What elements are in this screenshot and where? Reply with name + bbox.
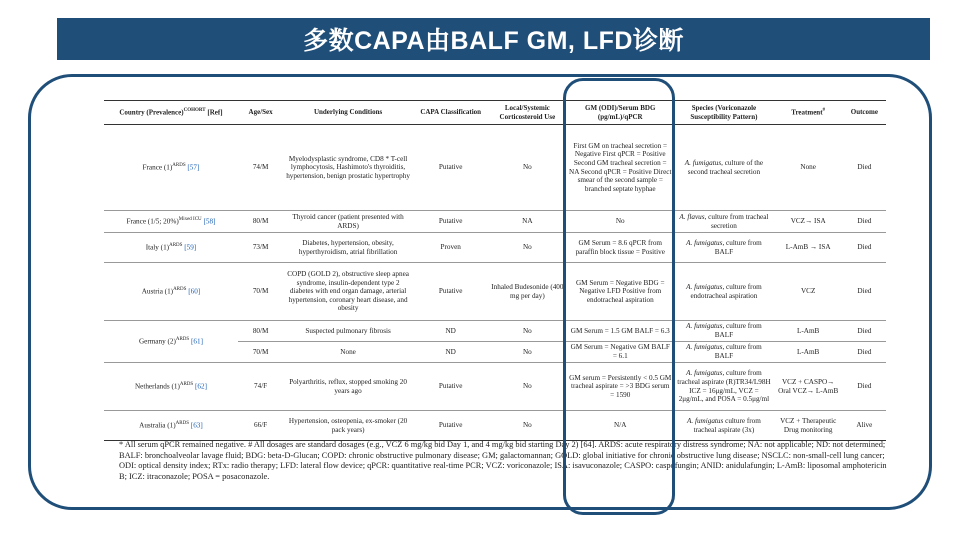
col-header-treatment: Treatment# bbox=[774, 101, 843, 125]
cell-outcome: Died bbox=[843, 363, 886, 411]
cell-cortico: No bbox=[488, 233, 566, 263]
cell-country: Netherlands $(1)^{ARDS}$ [62] bbox=[104, 363, 238, 411]
cell-conditions: None bbox=[283, 342, 413, 363]
cell-cortico: Inhaled Budesonide (400 mg per day) bbox=[488, 263, 566, 321]
cell-cortico: No bbox=[488, 342, 566, 363]
cell-treatment: None bbox=[774, 125, 843, 211]
cell-conditions: Myelodysplastic syndrome, CD8 * T-cell lymphocytosis, Hashimoto's thyroiditis, hypertension, benign prostatic hypertrophy bbox=[283, 125, 413, 211]
table-row bbox=[104, 321, 886, 342]
cell-country: France (1/5; 20%)$^{Mixed ICU}$ [58] bbox=[104, 211, 238, 233]
table-header-row bbox=[104, 101, 886, 125]
table-row bbox=[104, 411, 886, 441]
case-table bbox=[104, 100, 886, 441]
cell-capa: Proven bbox=[413, 233, 489, 263]
table-footnote: * All serum qPCR remained negative. # All dosages are standard dosages (e.g., VCZ 6 mg/kg bid Day 1, and 4 mg/kg bid starting Day 2) [64]. ARDS: acute respiratory distress syndrome; NA: not applicable; ND: not determined; BALF: bronchoalveolar lavage fluid; BDG: beta-D-Glucan; COPD: chronic obstructive pulmonary disease; GM; galactomannan; GOLD: global initiative for chronic obstructive lung disease; NSCLC: non-small-cell lung cancer; ODI: optical density index; RTx: radio therapy; LFD: lateral flow device; qPCR: quantitative real-time PCR; VCZ: voriconazole; ISA: isavuconazole; CASPO: caspofungin; ANID: anidulafungin; L-AmB: liposomal amphotericin B; ICZ: itraconazole; POSA = posaconazole. bbox=[119, 440, 887, 481]
cell-outcome: Died bbox=[843, 233, 886, 263]
cell-gm: GM serum = Persistently < 0.5 GM tracheal aspirate = >3 BDG serum = 1590 bbox=[566, 363, 674, 411]
cell-outcome: Died bbox=[843, 321, 886, 342]
cell-outcome: Died bbox=[843, 342, 886, 363]
cell-treatment: VCZ + Therapeutic Drug monitoring bbox=[774, 411, 843, 441]
cell-treatment: L-AmB bbox=[774, 342, 843, 363]
cell-capa: Putative bbox=[413, 363, 489, 411]
cell-conditions: Polyarthritis, reflux, stopped smoking 20 years ago bbox=[283, 363, 413, 411]
col-header-capa: CAPA Classification bbox=[413, 101, 489, 125]
cell-gm: GM Serum = 8.6 qPCR from paraffin block tissue = Positive bbox=[566, 233, 674, 263]
cell-conditions: Thyroid cancer (patient presented with ARDS) bbox=[283, 211, 413, 233]
cell-country: Germany $(2)^{ARDS}$ [61] bbox=[104, 321, 238, 363]
slide-title: 多数CAPA由BALF GM, LFD诊断 bbox=[303, 27, 684, 55]
cell-species: A. flavus, culture from tracheal secretion bbox=[674, 211, 773, 233]
cell-capa: Putative bbox=[413, 411, 489, 441]
col-header-age: Age/Sex bbox=[238, 101, 283, 125]
table-row bbox=[104, 363, 886, 411]
cell-gm: GM Serum = Negative GM BALF = 6.1 bbox=[566, 342, 674, 363]
col-header-gm: GM (ODI)/Serum BDG (pg/mL)/qPCR bbox=[566, 101, 674, 125]
cell-conditions: Suspected pulmonary fibrosis bbox=[283, 321, 413, 342]
cell-gm: N/A bbox=[566, 411, 674, 441]
cell-outcome: Died bbox=[843, 125, 886, 211]
cell-species: A. fumigatus, culture of the second tracheal secretion bbox=[674, 125, 773, 211]
cell-age: 70/M bbox=[238, 263, 283, 321]
col-header-country: Country (Prevalence)$^{COHORT}$ [Ref] bbox=[104, 101, 238, 125]
cell-species: A. fumigatus culture from tracheal aspirate (3x) bbox=[674, 411, 773, 441]
cell-outcome: Alive bbox=[843, 411, 886, 441]
cell-age: 70/M bbox=[238, 342, 283, 363]
cell-treatment: VCZ bbox=[774, 263, 843, 321]
table-row bbox=[104, 263, 886, 321]
cell-country: Austria $(1)^{ARDS}$ [60] bbox=[104, 263, 238, 321]
cell-country: Australia $(1)^{ARDS}$ [63] bbox=[104, 411, 238, 441]
cell-outcome: Died bbox=[843, 211, 886, 233]
cell-treatment: VCZ + CASPO→ Oral VCZ→ L-AmB bbox=[774, 363, 843, 411]
cell-age: 73/M bbox=[238, 233, 283, 263]
table-row bbox=[104, 233, 886, 263]
table-row bbox=[104, 125, 886, 211]
col-header-species: Species (Voriconazole Susceptibility Pattern) bbox=[674, 101, 773, 125]
cell-conditions: Hypertension, osteopenia, ex-smoker (20 pack years) bbox=[283, 411, 413, 441]
cell-conditions: Diabetes, hypertension, obesity, hyperthyroidism, atrial fibrillation bbox=[283, 233, 413, 263]
cell-treatment: L-AmB → ISA bbox=[774, 233, 843, 263]
cell-country: France $(1)^{ARDS}$ [57] bbox=[104, 125, 238, 211]
cell-outcome: Died bbox=[843, 263, 886, 321]
cell-age: 66/F bbox=[238, 411, 283, 441]
cell-treatment: VCZ→ ISA bbox=[774, 211, 843, 233]
cell-species: A. fumigatus, culture from BALF bbox=[674, 321, 773, 342]
cell-country: Italy $(1)^{ARDS}$ [59] bbox=[104, 233, 238, 263]
cell-cortico: No bbox=[488, 363, 566, 411]
cell-capa: Putative bbox=[413, 211, 489, 233]
cell-species: A. fumigatus, culture from BALF bbox=[674, 233, 773, 263]
cell-capa: ND bbox=[413, 321, 489, 342]
cell-cortico: No bbox=[488, 125, 566, 211]
cell-cortico: NA bbox=[488, 211, 566, 233]
cell-species: A. fumigatus, culture from tracheal aspirate (R)TR34/L98H ICZ = 16μg/mL, VCZ = 2μg/mL, and POSA = 0.5μg/ml bbox=[674, 363, 773, 411]
cell-age: 80/M bbox=[238, 211, 283, 233]
cell-gm: GM Serum = 1.5 GM BALF = 6.3 bbox=[566, 321, 674, 342]
cell-gm: GM Serum = Negative BDG = Negative LFD Positive from endotracheal aspiration bbox=[566, 263, 674, 321]
cell-cortico: No bbox=[488, 321, 566, 342]
cell-capa: Putative bbox=[413, 263, 489, 321]
cell-treatment: L-AmB bbox=[774, 321, 843, 342]
cell-species: A. fumigatus, culture from BALF bbox=[674, 342, 773, 363]
cell-gm: No bbox=[566, 211, 674, 233]
cell-age: 80/M bbox=[238, 321, 283, 342]
table-row bbox=[104, 211, 886, 233]
cell-cortico: No bbox=[488, 411, 566, 441]
slide-title-banner bbox=[57, 18, 930, 60]
cell-capa: Putative bbox=[413, 125, 489, 211]
cell-age: 74/M bbox=[238, 125, 283, 211]
cell-gm: First GM on tracheal secretion = Negative First qPCR = Positive Second GM tracheal secretion = NA Second qPCR = Positive Direct smear of the second sample = branched septate hyphae bbox=[566, 125, 674, 211]
cell-species: A. fumigatus, culture from endotracheal aspiration bbox=[674, 263, 773, 321]
col-header-outcome: Outcome bbox=[843, 101, 886, 125]
cell-capa: ND bbox=[413, 342, 489, 363]
col-header-conditions: Underlying Conditions bbox=[283, 101, 413, 125]
col-header-cortico: Local/Systemic Corticosteroid Use bbox=[488, 101, 566, 125]
cell-conditions: COPD (GOLD 2), obstructive sleep apnea syndrome, insulin-dependent type 2 diabetes with end organ damage, arterial hypertension, coronary heart disease, and obesity bbox=[283, 263, 413, 321]
cell-age: 74/F bbox=[238, 363, 283, 411]
